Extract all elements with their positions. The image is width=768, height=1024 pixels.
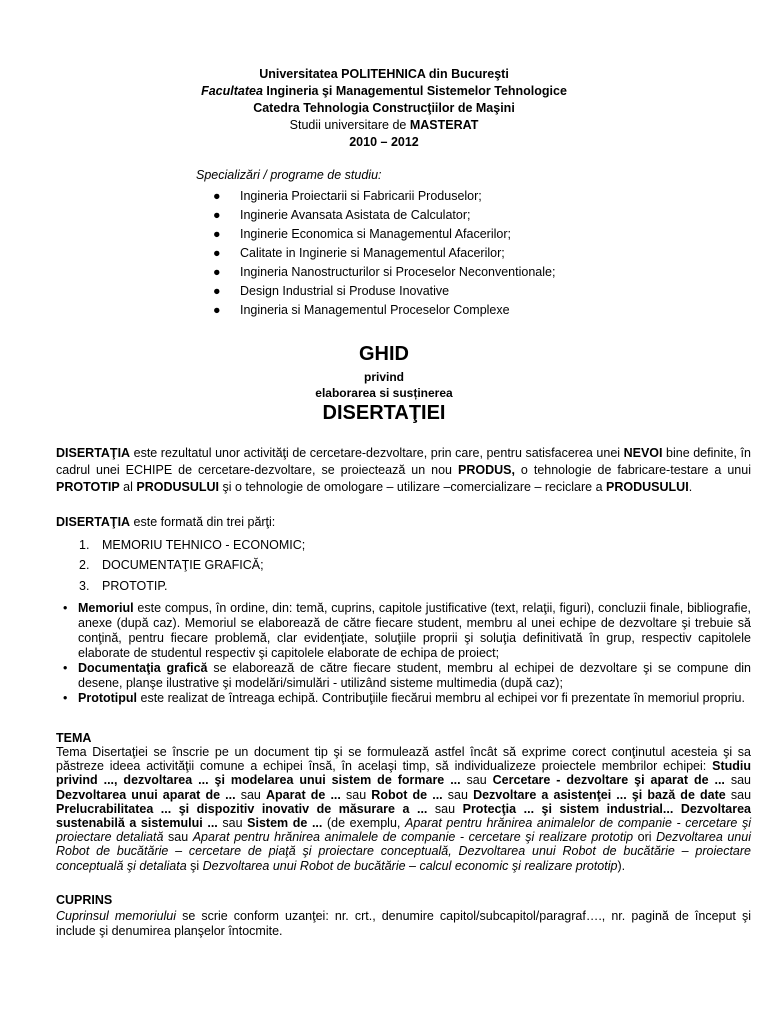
bullet-icon: ● (213, 284, 221, 298)
list-item: ● Design Industrial si Produse Inovative (213, 284, 450, 298)
list-item: ● Inginerie Economica si Managementul Afacerilor; (213, 227, 511, 241)
studies-prefix: Studii universitare de (289, 118, 410, 132)
parts-intro: DISERTAŢIA este formată din trei părţi: (56, 515, 276, 529)
section-heading-cuprins: CUPRINS (56, 893, 113, 907)
bullet-icon: ● (213, 189, 221, 203)
bullet-icon: • (63, 691, 68, 705)
bullet-icon: ● (213, 227, 221, 241)
list-item: 3. PROTOTIP. (79, 579, 168, 593)
studies-line (0, 117, 768, 134)
department-name: Catedra Tehnologia Construcţiilor de Maşini (253, 101, 515, 115)
academic-years: 2010 – 2012 (349, 135, 419, 149)
university-name: Universitatea POLITEHNICA din Bucureşti (259, 67, 509, 81)
specializations-title: Specializări / programe de studiu: (196, 168, 382, 182)
guide-title: GHID (359, 343, 409, 365)
list-item: • Prototipul este realizat de întreaga echipă. Contribuţiile fiecărui membru al echipei vor fi prezentate în memoriul propriu. (63, 691, 745, 705)
intro-paragraph: DISERTAŢIA este rezultatul unor activităţi de cercetare-dezvoltare, prin care, pentru satisfacerea unei NEVOI bine definite, în cadrul unei ECHIPE de cercetare-dezvoltare, se proiectează un nou PRODUS, o tehnologie de fabricare-testare a unui PROTOTIP al PRODUSULUI şi o tehnologie de omologare – utilizare –comercializare – reciclare a PRODUSULUI. (56, 446, 751, 494)
faculty-name: Ingineria şi Managementul Sistemelor Tehnologice (262, 84, 567, 98)
guide-subtitle-privind: privind (363, 370, 404, 384)
cuprins-paragraph: Cuprinsul memoriului se scrie conform uzanţei: nr. crt., denumire capitol/subcapitol/paragraf…., nr. pagină de început şi include şi denumirea planşelor întocmite. (56, 909, 751, 938)
list-item: 2. DOCUMENTAŢIE GRAFICĂ; (79, 558, 264, 572)
bullet-icon: ● (213, 265, 221, 279)
list-item: 1. MEMORIU TEHNICO - ECONOMIC; (79, 538, 306, 552)
faculty-prefix: Facultatea (201, 84, 263, 98)
list-item: • Documentaţia grafică se elaborează de către fiecare student, membru al echipei de dezvoltare şi se compune din desene, planşe ilustrative şi modelări/simulări - utilizând sisteme multimedia (după caz); (63, 661, 751, 690)
bullet-icon: • (63, 661, 68, 675)
studies-level: MASTERAT (409, 118, 479, 132)
list-item: ● Calitate in Inginerie si Managementul Afacerilor; (213, 246, 505, 260)
list-item: ● Ingineria Proiectarii si Fabricarii Produselor; (213, 189, 482, 203)
bullet-icon: ● (213, 246, 221, 260)
bullet-icon: ● (213, 208, 221, 222)
faculty-line (0, 83, 768, 100)
tema-paragraph: Tema Disertaţiei se înscrie pe un document tip şi se formulează astfel încât să exprime corect conţinutul acesteia şi sa păstreze ideea activităţii comune a echipei însă, în acelaşi timp, să individualizeze proiectele membrilor echipei: Studiu privind ..., dezvoltarea ... şi modelarea unui sistem de formare ... sau Cercetare - dezvoltare şi aparat de ... sau Dezvoltarea unui aparat de ... sau Aparat de ... sau Robot de ... sau Dezvoltare a asistenţei ... şi bază de date sau Prelucrabilitatea ... şi dispozitiv inovativ de măsurare a ... sau Protecţia ... şi sistem industrial... Dezvoltarea sustenabilă a sistemului ... sau Sistem de ... (de exemplu, Aparat pentru hrănirea animalelor de companie - cercetare şi proiectare detaliată sau Aparat pentru hrănirea animalele de companie - cercetare şi realizare prototip ori Dezvoltarea unui Robot de bucătărie – cercetare de piaţă şi proiectare conceptuală, Dezvoltarea unui Robot de bucătărie – proiectare conceptuală şi detaliata şi Dezvoltarea unui Robot de bucătărie – calcul economic şi realizare prototip). (56, 745, 752, 873)
section-heading-tema: TEMA (56, 731, 92, 745)
list-item: ● Inginerie Avansata Asistata de Calculator; (213, 208, 471, 222)
list-item: ● Ingineria Nanostructurilor si Proceselor Neconventionale; (213, 265, 556, 279)
list-item: • Memoriul este compus, în ordine, din: temă, cuprins, capitole justificative (text, relaţii, figuri), concluzii finale, bibliografie, anexe (după caz). Memoriul se elaborează de către fiecare student, membru al unei echipe de dezvoltare şi trebuie să conţină, pentru fiecare problemă, clar evidenţiate, soluţiile proprii şi soluţia definitivată în grup, respectiv capitolele elaborate de studentul respectiv şi capitolele elaborate de echipa de proiect; (63, 601, 751, 660)
bullet-icon: ● (213, 303, 221, 317)
bullet-icon: • (63, 601, 68, 615)
list-item: ● Ingineria si Managementul Proceselor Complexe (213, 303, 510, 317)
dissertation-title: DISERTAŢIEI (322, 402, 446, 424)
guide-subtitle-elaborare: elaborarea si susținerea (315, 386, 453, 400)
